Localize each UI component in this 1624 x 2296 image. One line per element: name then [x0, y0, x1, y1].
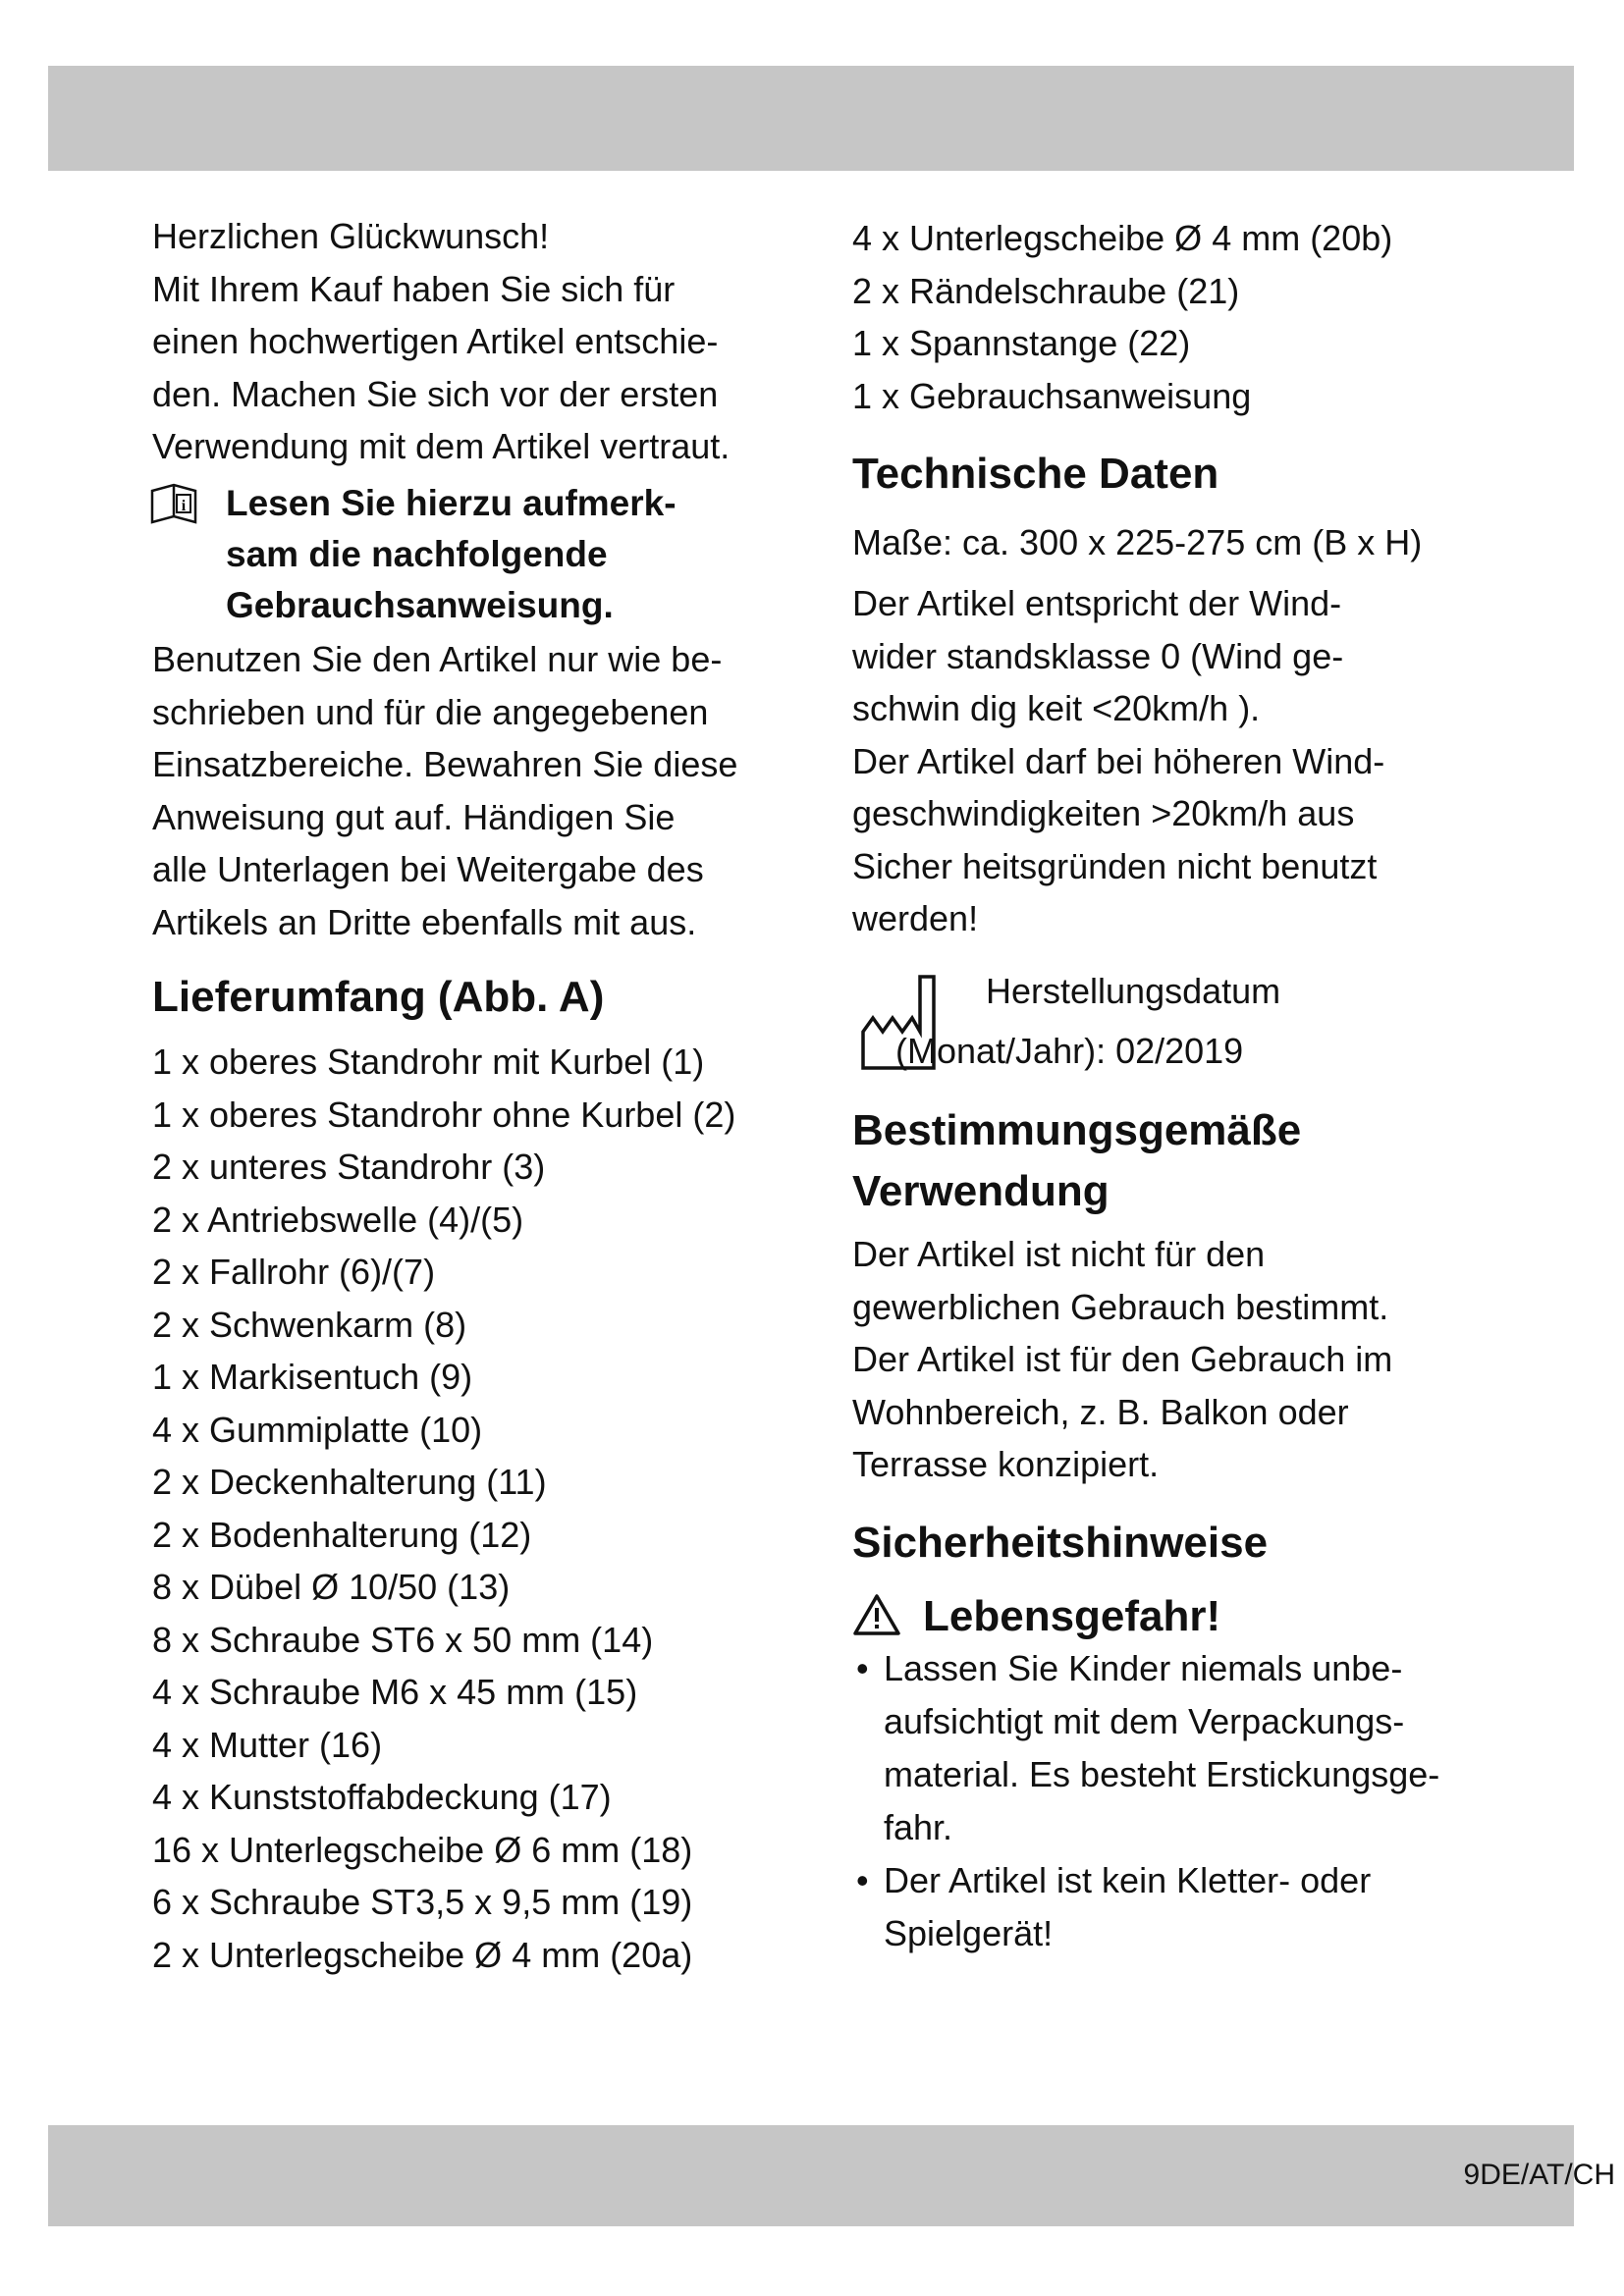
text-line: aufsichtigt mit dem Verpackungs-	[884, 1701, 1405, 1741]
list-item: 1 x Spannstange (22)	[852, 323, 1191, 363]
list-item: 2 x Schwenkarm (8)	[152, 1304, 467, 1345]
text-line: Anweisung gut auf. Händigen Sie	[152, 796, 676, 837]
list-item: 4 x Schraube M6 x 45 mm (15)	[152, 1672, 638, 1712]
list-item: 2 x Fallrohr (6)/(7)	[152, 1252, 436, 1292]
text-line: Der Artikel ist nicht für den	[852, 1234, 1266, 1274]
warning-icon	[852, 1593, 901, 1636]
list-item: 2 x Antriebswelle (4)/(5)	[152, 1199, 524, 1240]
scope-list-cont	[852, 212, 1392, 422]
list-item: 8 x Schraube ST6 x 50 mm (14)	[152, 1619, 654, 1660]
header-band	[48, 66, 1574, 171]
text-line: werden!	[852, 898, 979, 938]
text-line: Einsatzbereiche. Bewahren Sie diese	[152, 744, 738, 784]
dimensions: Maße: ca. 300 x 225-275 cm (B x H)	[852, 522, 1423, 562]
list-item: 8 x Dübel Ø 10/50 (13)	[152, 1567, 511, 1607]
text-line: den. Machen Sie sich vor der ersten	[152, 373, 719, 414]
list-item: 4 x Unterlegscheibe Ø 4 mm (20b)	[852, 218, 1393, 258]
text-line: material. Es besteht Erstickungsge-	[884, 1754, 1440, 1794]
text-line: wider standsklasse 0 (Wind ge-	[852, 635, 1344, 676]
usage-text	[152, 633, 737, 948]
intro-text	[152, 210, 730, 473]
text-line: einen hochwertigen Artikel entschie-	[152, 321, 719, 361]
text-line: Sicher heitsgründen nicht benutzt	[852, 845, 1378, 886]
list-item: 1 x Markisentuch (9)	[152, 1357, 473, 1397]
bullet-dot: •	[856, 1860, 869, 1900]
list-item: 2 x Rändelschraube (21)	[852, 270, 1240, 311]
list-item: 4 x Mutter (16)	[152, 1724, 383, 1765]
read-instructions-notice-cont	[226, 529, 614, 631]
safety-heading: Sicherheitshinweise	[852, 1519, 1269, 1567]
list-item: 1 x oberes Standrohr ohne Kurbel (2)	[152, 1094, 736, 1135]
manufacture-date-value: (Monat/Jahr): 02/2019	[895, 1031, 1244, 1071]
list-item: 2 x Bodenhalterung (12)	[152, 1514, 532, 1555]
bullet-dot: •	[856, 1648, 869, 1688]
text-line: Terrasse konzipiert.	[852, 1444, 1160, 1484]
text-line: schwin dig keit <20km/h ).	[852, 688, 1261, 728]
scope-heading: Lieferumfang (Abb. A)	[152, 973, 605, 1021]
text-line: Herzlichen Glückwunsch!	[152, 216, 550, 256]
read-instructions-notice	[226, 478, 677, 529]
footer-band	[48, 2125, 1615, 2226]
list-item: 1 x Gebrauchsanweisung	[852, 375, 1252, 416]
text-line: Der Artikel darf bei höheren Wind-	[852, 740, 1385, 781]
list-item: 2 x Unterlegscheibe Ø 4 mm (20a)	[152, 1934, 693, 1975]
text-line: Mit Ihrem Kauf haben Sie sich für	[152, 268, 676, 309]
text-line: geschwindigkeiten >20km/h aus	[852, 793, 1355, 833]
page-number: 9DE/AT/CH	[1463, 2159, 1615, 2191]
wind-text	[852, 577, 1384, 945]
intended-use-heading: Bestimmungsgemäße	[852, 1106, 1302, 1154]
svg-text:i: i	[181, 498, 187, 514]
text-line: Lassen Sie Kinder niemals unbe-	[884, 1648, 1403, 1688]
list-item: 1 x oberes Standrohr mit Kurbel (1)	[152, 1041, 705, 1082]
text-line: Spielgerät!	[884, 1913, 1054, 1953]
text-line: schrieben und für die angegebenen	[152, 691, 709, 732]
text-line: sam die nachfolgende	[226, 534, 608, 574]
text-line: Lesen Sie hierzu aufmerk-	[226, 483, 677, 523]
scope-list	[152, 1036, 735, 1981]
text-line: alle Unterlagen bei Weitergabe des	[152, 849, 704, 889]
list-item: 2 x unteres Standrohr (3)	[152, 1147, 546, 1187]
list-item: 6 x Schraube ST3,5 x 9,5 mm (19)	[152, 1882, 693, 1922]
text-line: Artikels an Dritte ebenfalls mit aus.	[152, 901, 697, 942]
list-item: 4 x Kunststoffabdeckung (17)	[152, 1777, 612, 1817]
intended-use-heading-cont: Verwendung	[852, 1167, 1110, 1215]
text-line: Verwendung mit dem Artikel vertraut.	[152, 426, 731, 466]
manual-info-icon	[150, 483, 199, 526]
tech-heading: Technische Daten	[852, 450, 1219, 498]
danger-heading: Lebensgefahr!	[923, 1592, 1221, 1640]
bullet-item	[856, 1642, 1440, 1854]
manufacture-date-label: Herstellungsdatum	[986, 971, 1281, 1011]
text-line: Wohnbereich, z. B. Balkon oder	[852, 1391, 1349, 1432]
text-line: Der Artikel ist kein Kletter- oder	[884, 1860, 1372, 1900]
text-line: Benutzen Sie den Artikel nur wie be-	[152, 639, 723, 679]
list-item: 16 x Unterlegscheibe Ø 6 mm (18)	[152, 1829, 693, 1870]
list-item: 4 x Gummiplatte (10)	[152, 1409, 483, 1450]
text-line: fahr.	[884, 1807, 953, 1847]
bullet-item	[856, 1854, 1372, 1960]
intended-use-text	[852, 1228, 1392, 1491]
text-line: Der Artikel entspricht der Wind-	[852, 583, 1342, 623]
text-line: Gebrauchsanweisung.	[226, 585, 614, 625]
text-line: gewerblichen Gebrauch bestimmt.	[852, 1286, 1389, 1327]
text-line: Der Artikel ist für den Gebrauch im	[852, 1339, 1393, 1379]
list-item: 2 x Deckenhalterung (11)	[152, 1462, 547, 1502]
